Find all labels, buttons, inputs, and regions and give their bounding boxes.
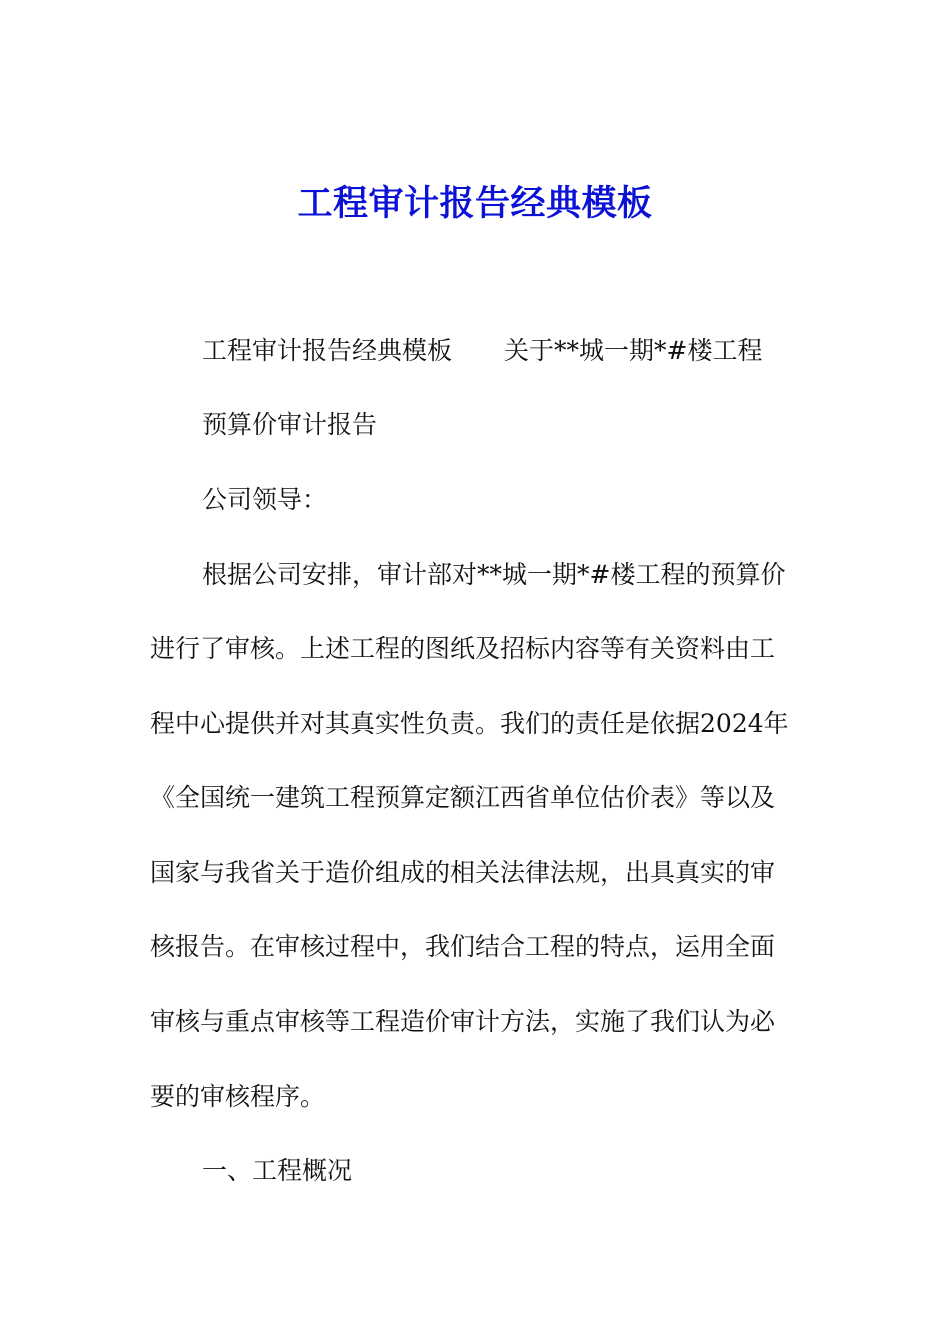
heading-line-2: 预算价审计报告 [202, 410, 378, 439]
paragraph-line: 程中心提供并对其真实性负责。我们的责任是依据2024年 [150, 709, 789, 738]
paragraph-line: 根据公司安排，审计部对**城一期*#楼工程的预算价 [202, 560, 786, 589]
paragraph-line: 要的审核程序。 [150, 1082, 326, 1111]
heading-line-part2: 关于**城一期*#楼工程 [504, 336, 763, 365]
salutation: 公司领导： [202, 485, 328, 514]
paragraph-line: 进行了审核。上述工程的图纸及招标内容等有关资料由工 [150, 634, 776, 663]
paragraph-line: 核报告。在审核过程中，我们结合工程的特点，运用全面 [150, 932, 776, 961]
heading-line [202, 338, 762, 363]
heading-line-part1: 工程审计报告经典模板 [202, 336, 453, 365]
paragraph-line: 《全国统一建筑工程预算定额江西省单位估价表》等以及 [150, 783, 776, 812]
paragraph-line: 审核与重点审核等工程造价审计方法，实施了我们认为必 [150, 1007, 776, 1036]
section-heading: 一、工程概况 [202, 1156, 353, 1185]
document-title: 工程审计报告经典模板 [297, 184, 653, 224]
paragraph-line: 国家与我省关于造价组成的相关法律法规，出具真实的审 [150, 858, 776, 887]
